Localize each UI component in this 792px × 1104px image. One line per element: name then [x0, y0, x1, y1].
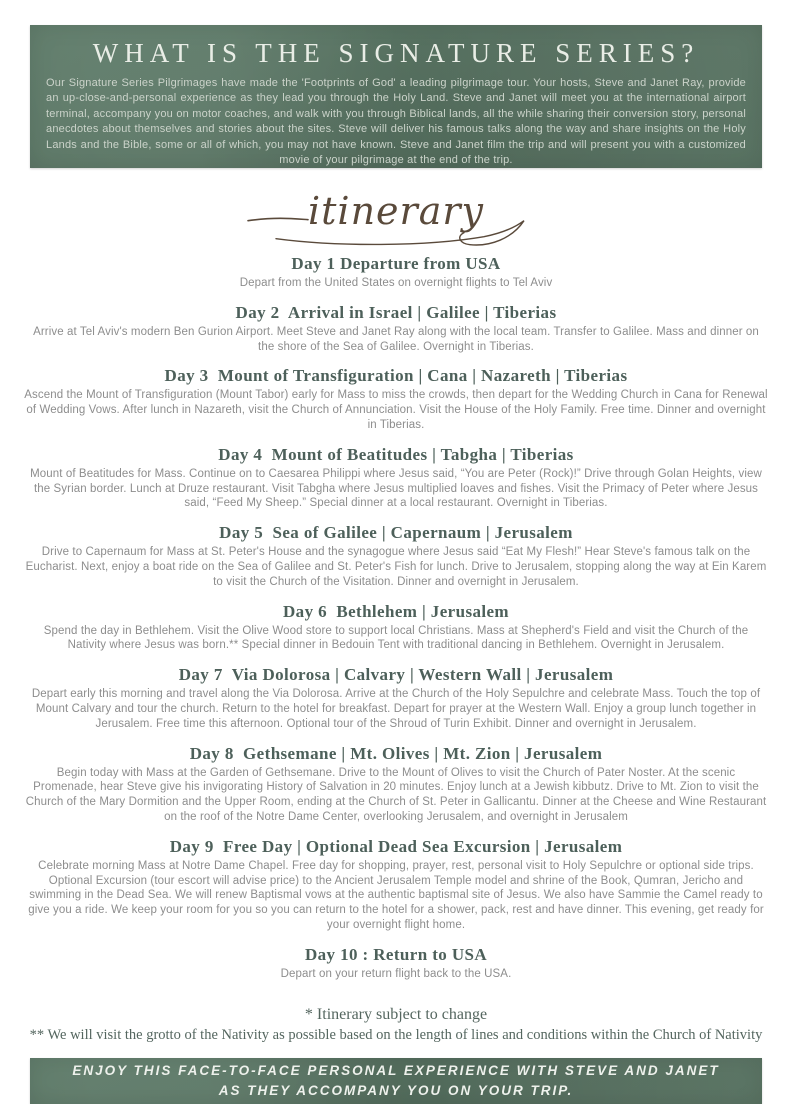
day-description: Depart from the United States on overnight flights to Tel Aviv [239, 277, 553, 289]
day-description: Spend the day in Bethlehem. Visit the Olive Wood store to support local Christians. Mass at Shepherd's Field and visit the Church of the Nativity where Jesus was born.** Special dinner in Bedouin Tent with traditional dancing in Bethlehem. Overnight in Jerusalem. [43, 624, 749, 652]
header-intro-paragraph: Our Signature Series Pilgrimages have made the 'Footprints of God' a leading pilgrimage tour. Your hosts, Steve and Janet Ray, provide an up-close-and-personal experience as they lead you through the Holy Land. Steve and Janet will meet you at the international airport terminal, accompany you on motor coaches, and walk with you through Biblical lands, all the while sharing their conversion story, personal anecdotes about themselves and stories about the sites. Steve will deliver his famous talks along the way and share insights on the Holy Lands and the Bible, some or all of which, you may not have known. Steve and Janet film the trip and will present you with a customized movie of your pilgrimage at the end of the trip. [46, 77, 746, 167]
day-section-10 [24, 945, 768, 982]
itinerary-page [0, 25, 792, 1098]
itinerary-days-list [24, 254, 768, 982]
day-section-8 [24, 744, 768, 825]
day-description: Celebrate morning Mass at Notre Dame Chapel. Free day for shopping, prayer, rest, personal visit to Holy Sepulchre or optional side trips. Optional Excursion (tour escort will advise price) to the Ancient Jerusalem Temple model and shrine of the Book, Qumran, Jericho and swimming in the Dead Sea. We will renew Baptismal vows at the authentic baptismal site of Jesus. We also have Sammie the Camel ready to give you a ride. We keep your room for you so you can return to the hotel for a shower, pack, rest and have dinner. This evening, get ready for your overnight flight home. [28, 859, 764, 931]
day-title: Day 8 Gethsemane | Mt. Olives | Mt. Zion | Jerusalem [189, 743, 603, 763]
day-description: Depart early this morning and travel along the Via Dolorosa. Arrive at the Church of the Holy Sepulchre and celebrate Mass. Touch the top of Mount Calvary and tour the church. Return to the hotel for breakfast. Depart for prayer at the Western Wall. Enjoy a group lunch together in Jerusalem. Free time this afternoon. Optional tour of the Shroud of Turin Exhibit. Dinner and overnight in Jerusalem. [31, 688, 761, 730]
day-title: Day 7 Via Dolorosa | Calvary | Western Wall | Jerusalem [178, 665, 614, 685]
day-title: Day 9 Free Day | Optional Dead Sea Excursion | Jerusalem [169, 836, 623, 856]
day-description: Drive to Capernaum for Mass at St. Peter's House and the synagogue where Jesus said “Eat My Flesh!” Hear Steve's famous talk on the Eucharist. Next, enjoy a boat ride on the Sea of Galilee and St. Peter's Fish for lunch. Drive to Jerusalem, stopping along the way at Ein Karem to visit the Church of the Visitation. Dinner and overnight in Jerusalem. [25, 546, 767, 588]
day-section-1 [24, 254, 768, 291]
day-section-3 [24, 366, 768, 432]
header-banner [30, 25, 762, 168]
day-description: Ascend the Mount of Transfiguration (Mount Tabor) early for Mass to miss the crowds, then depart for the Wedding Church in Cana for Renewal of Wedding Vows. After lunch in Nazareth, visit the Church of Annunciation. Visit the House of the Holy Family. Free time. Dinner and overnight in Tiberias. [24, 389, 768, 431]
footer-line-2: AS THEY ACCOMPANY YOU ON YOUR TRIP. [218, 1082, 574, 1098]
itinerary-script-heading [0, 180, 792, 242]
day-section-2 [24, 303, 768, 355]
day-description: Depart on your return flight back to the USA. [280, 967, 512, 980]
day-title: Day 5 Sea of Galilee | Capernaum | Jerusalem [219, 523, 573, 543]
day-section-7 [24, 665, 768, 731]
footnotes [0, 1006, 792, 1044]
itinerary-script-word: itinerary [308, 189, 484, 233]
day-description: Begin today with Mass at the Garden of Gethsemane. Drive to the Mount of Olives to visit the Church of Pater Noster. At the scenic Promenade, hear Steve give his invigorating History of Salvation in 20 minutes. Enjoy lunch at a Jewish kibbutz. Drive to Mt. Zion to visit the Church of the Mary Dormition and the Upper Room, ending at the Church of St. Peter in Gallicantu. Dinner at the Cheese and Wine Restaurant on the roof of the Notre Dame Center, overlooking Jerusalem, and overnight in Jerusalem [25, 766, 767, 823]
footnote-grotto-nativity: ** We will visit the grotto of the Nativity as possible based on the length of lines and conditions within the Church of Nativity [29, 1026, 763, 1043]
day-section-6 [24, 602, 768, 654]
footer-line-1: ENJOY THIS FACE-TO-FACE PERSONAL EXPERIENCE WITH STEVE AND JANET [72, 1062, 720, 1078]
page-title: WHAT IS THE SIGNATURE SERIES? [92, 38, 700, 68]
day-section-9 [24, 837, 768, 933]
day-title: Day 1 Departure from USA [291, 254, 501, 273]
day-title: Day 10 : Return to USA [304, 944, 488, 964]
day-section-4 [24, 445, 768, 511]
day-description: Arrive at Tel Aviv's modern Ben Gurion Airport. Meet Steve and Janet Ray along with the local team. Transfer to Galilee. Mass and dinner on the shore of the Sea of Galilee. Overnight in Tiberias. [33, 325, 759, 353]
day-description: Mount of Beatitudes for Mass. Continue on to Caesarea Philippi where Jesus said, “You are Peter (Rock)!” Drive through Golan Heights, view the Syrian border. Lunch at Druze restaurant. Visit Tabgha where Jesus multiplied loaves and fishes. Visit the Primacy of Peter where Jesus said, “Feed My Sheep.” Special dinner at a local restaurant. Overnight in Tiberias. [30, 467, 762, 510]
footnote-itinerary-change: * Itinerary subject to change [304, 1005, 488, 1023]
footer-banner [30, 1058, 762, 1104]
day-title: Day 4 Mount of Beatitudes | Tabgha | Tiberias [218, 444, 574, 464]
day-title: Day 3 Mount of Transfiguration | Cana | Nazareth | Tiberias [164, 366, 628, 386]
day-title: Day 6 Bethlehem | Jerusalem [283, 601, 509, 621]
day-title: Day 2 Arrival in Israel | Galilee | Tiberias [235, 302, 557, 322]
day-section-5 [24, 523, 768, 589]
